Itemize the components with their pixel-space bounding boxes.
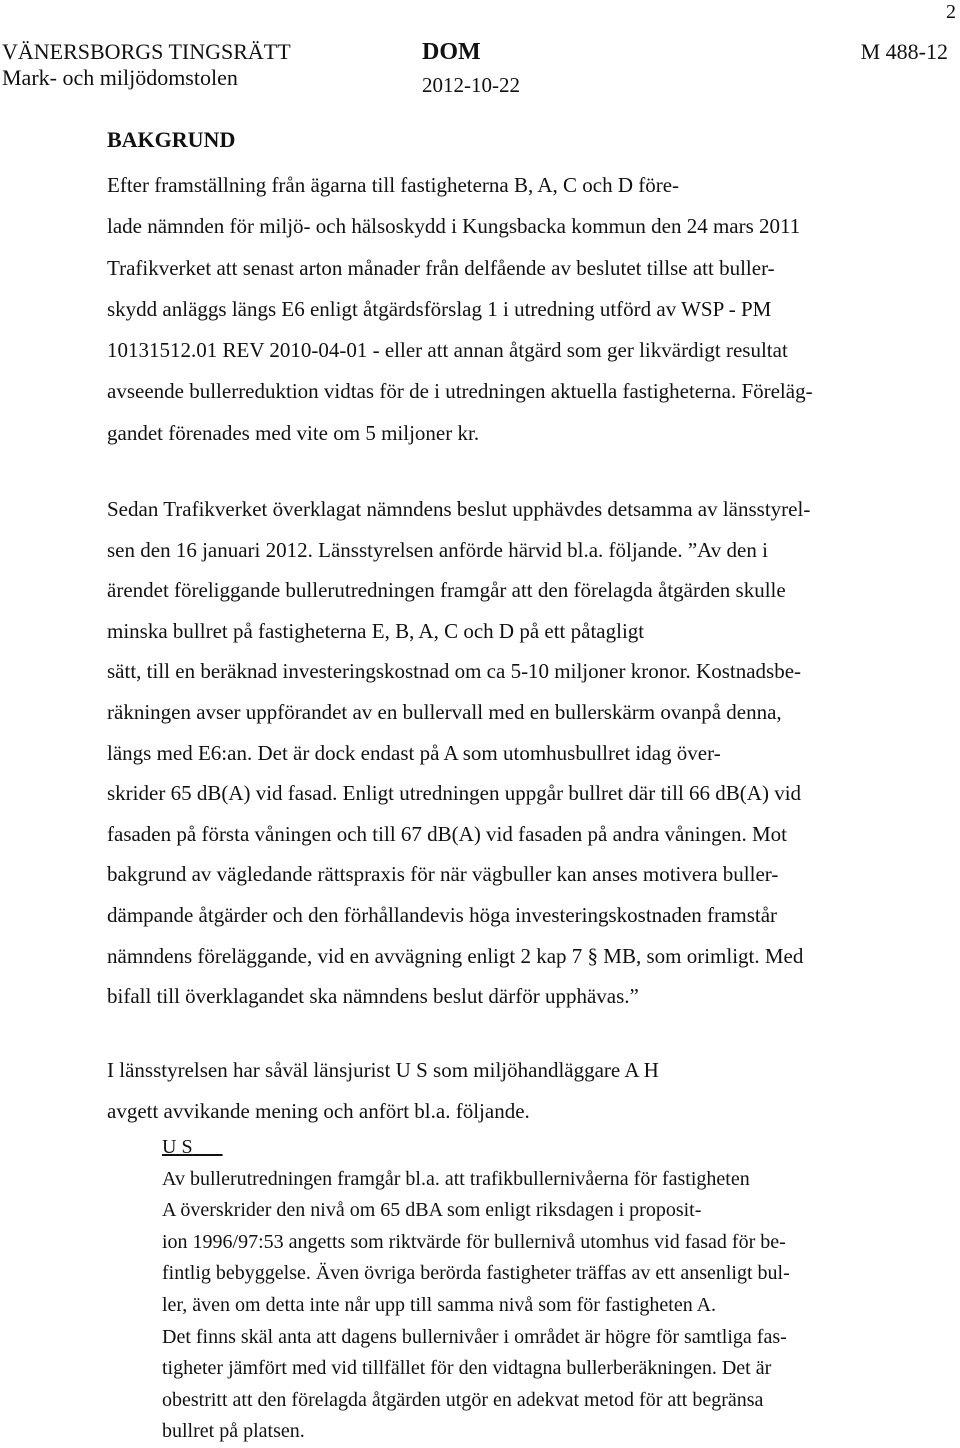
text-line: avseende bullerreduktion vidtas för de i utredningen aktuella fastigheterna. Föreläg- bbox=[107, 379, 813, 404]
paragraph-dissent-intro bbox=[107, 1050, 659, 1132]
paragraph-county-decision bbox=[107, 489, 810, 1017]
text-line: avgett avvikande mening och anfört bl.a. följande. bbox=[107, 1099, 530, 1123]
court-block bbox=[2, 39, 291, 91]
dissenter-name-text: U S bbox=[162, 1136, 193, 1158]
dissent-quote bbox=[162, 1132, 790, 1448]
text-line: A överskrider den nivå om 65 dBA som enligt riksdagen i proposit- bbox=[162, 1199, 702, 1222]
text-line: tigheter jämfört med vid tillfället för den vidtagna bullerberäkningen. Det är bbox=[162, 1357, 772, 1380]
page-number: 2 bbox=[946, 1, 956, 23]
text-line: 10131512.01 REV 2010-04-01 - eller att annan åtgärd som ger likvärdigt resultat bbox=[107, 338, 788, 363]
text-line: sen den 16 januari 2012. Länsstyrelsen anförde härvid bl.a. följande. ”Av den i bbox=[107, 537, 768, 562]
text-line: Av bullerutredningen framgår bl.a. att trafikbullernivåerna för fastigheten bbox=[162, 1167, 750, 1190]
text-line: bifall till överklagandet ska nämndens beslut därför upphävas.” bbox=[107, 984, 639, 1009]
name-underline-pad bbox=[193, 1136, 223, 1158]
dissenter-name bbox=[162, 1132, 790, 1164]
text-line: fasaden på första våningen och till 67 dB(A) vid fasaden på andra våningen. Mot bbox=[107, 821, 787, 846]
text-line: skydd anläggs längs E6 enligt åtgärdsförslag 1 i utredning utförd av WSP - PM bbox=[107, 296, 772, 321]
text-line: räkningen avser uppförandet av en bullervall med en bullerskärm ovanpå denna, bbox=[107, 699, 782, 724]
text-line: fintlig bebyggelse. Även övriga berörda fastigheter träffas av ett ansenligt bul- bbox=[162, 1262, 790, 1285]
text-line: längs med E6:an. Det är dock endast på A som utomhusbullret idag över- bbox=[107, 740, 721, 765]
text-line: ärendet föreliggande bullerutredningen framgår att den förelagda åtgärden skulle bbox=[107, 578, 786, 603]
text-line: dämpande åtgärder och den förhållandevis höga investeringskostnaden framstår bbox=[107, 902, 778, 927]
case-number: M 488-12 bbox=[860, 39, 948, 64]
court-name: VÄNERSBORGS TINGSRÄTT bbox=[2, 39, 291, 64]
text-line: bullret på platsen. bbox=[162, 1420, 305, 1443]
text-line: bakgrund av vägledande rättspraxis för när vägbuller kan anses motivera buller- bbox=[107, 862, 779, 887]
text-line: Efter framställning från ägarna till fastigheterna B, A, C och D före- bbox=[107, 173, 680, 197]
text-line: lade nämnden för miljö- och hälsoskydd i Kungsbacka kommun den 24 mars 2011 bbox=[107, 214, 801, 239]
text-line: skrider 65 dB(A) vid fasad. Enligt utredningen uppgår bullret där till 66 dB(A) vid bbox=[107, 781, 802, 806]
text-line: ion 1996/97:53 angetts som riktvärde för bullernivå utomhus vid fasad för be- bbox=[162, 1230, 786, 1253]
section-heading: BAKGRUND bbox=[107, 127, 236, 152]
text-line: minska bullret på fastigheterna E, B, A, C och D på ett påtagligt bbox=[107, 618, 645, 643]
text-line: Trafikverket att senast arton månader från delfående av beslutet tillse att buller- bbox=[107, 255, 775, 280]
text-line: Sedan Trafikverket överklagat nämndens beslut upphävdes detsamma av länsstyrel- bbox=[107, 497, 811, 521]
text-line: I länsstyrelsen har såväl länsjurist U S som miljöhandläggare A H bbox=[107, 1058, 659, 1082]
court-division: Mark- och miljödomstolen bbox=[2, 65, 238, 90]
text-line: ler, även om detta inte når upp till samma nivå som för fastigheten A. bbox=[162, 1293, 717, 1316]
paragraph-background bbox=[107, 165, 813, 454]
document-date: 2012-10-22 bbox=[422, 73, 520, 97]
text-line: nämndens föreläggande, vid en avvägning enligt 2 kap 7 § MB, som orimligt. Med bbox=[107, 943, 804, 968]
text-line: Det finns skäl anta att dagens bullernivåer i området är högre för samtliga fas- bbox=[162, 1325, 787, 1348]
document-type: DOM bbox=[422, 39, 481, 65]
text-line: gandet förenades med vite om 5 miljoner kr. bbox=[107, 420, 480, 445]
text-line: sätt, till en beräknad investeringskostnad om ca 5-10 miljoner kronor. Kostnadsbe- bbox=[107, 659, 802, 684]
text-line: obestritt att den förelagda åtgärden utgör en adekvat metod för att begränsa bbox=[162, 1388, 764, 1411]
